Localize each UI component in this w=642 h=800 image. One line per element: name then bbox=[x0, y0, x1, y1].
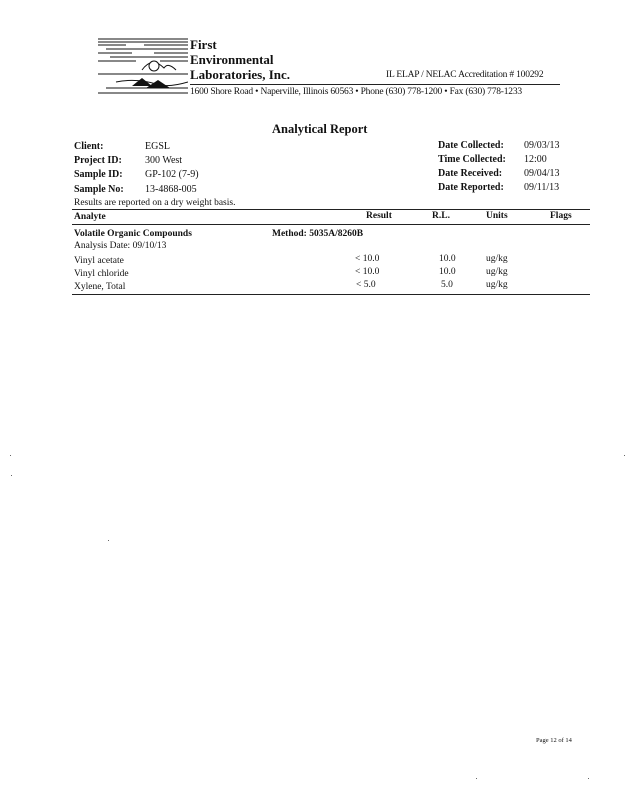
table-row-analyte: Vinyl acetate bbox=[74, 256, 124, 266]
company-name-line3: Laboratories, Inc. bbox=[190, 67, 291, 82]
col-header-rl: R.L. bbox=[432, 211, 450, 221]
col-header-units: Units bbox=[486, 211, 508, 221]
client-label: Client: bbox=[74, 141, 104, 152]
sample-id-value: GP-102 (7-9) bbox=[145, 169, 199, 180]
analysis-method: Method: 5035A/8260B bbox=[272, 229, 364, 239]
company-name-line1: First bbox=[190, 37, 217, 52]
client-value: EGSL bbox=[145, 141, 170, 152]
date-reported-label: Date Reported: bbox=[438, 182, 504, 193]
basis-note: Results are reported on a dry weight basis. bbox=[74, 198, 236, 208]
date-collected-value: 09/03/13 bbox=[524, 140, 560, 151]
project-id-label: Project ID: bbox=[74, 155, 122, 166]
analyte-group: Volatile Organic Compounds bbox=[74, 229, 192, 239]
table-row-analyte: Vinyl chloride bbox=[74, 269, 129, 279]
date-received-value: 09/04/13 bbox=[524, 168, 560, 179]
col-header-analyte: Analyte bbox=[74, 212, 106, 222]
table-row-result: < 5.0 bbox=[356, 280, 376, 290]
scan-speck bbox=[588, 778, 589, 779]
company-name-line2: Environmental bbox=[190, 52, 274, 67]
table-row-result: < 10.0 bbox=[355, 267, 380, 277]
time-collected-label: Time Collected: bbox=[438, 154, 506, 165]
table-row-units: ug/kg bbox=[486, 280, 508, 290]
col-header-result: Result bbox=[366, 211, 392, 221]
sample-no-value: 13-4868-005 bbox=[145, 184, 197, 195]
table-row-rl: 5.0 bbox=[441, 280, 453, 290]
date-received-label: Date Received: bbox=[438, 168, 503, 179]
table-row-analyte: Xylene, Total bbox=[74, 282, 126, 292]
accreditation: IL ELAP / NELAC Accreditation # 100292 bbox=[386, 70, 544, 80]
time-collected-value: 12:00 bbox=[524, 154, 547, 165]
sample-no-label: Sample No: bbox=[74, 184, 124, 195]
table-row-units: ug/kg bbox=[486, 254, 508, 264]
report-title: Analytical Report bbox=[272, 122, 368, 136]
scan-speck bbox=[11, 475, 12, 476]
company-logo bbox=[96, 36, 188, 100]
scan-speck bbox=[108, 540, 109, 541]
lab-address: 1600 Shore Road • Naperville, Illinois 60563 • Phone (630) 778-1200 • Fax (630) 778-1233 bbox=[190, 87, 522, 97]
project-id-value: 300 West bbox=[145, 155, 183, 166]
sample-id-label: Sample ID: bbox=[74, 169, 123, 180]
table-row-result: < 10.0 bbox=[355, 254, 380, 264]
analysis-date: Analysis Date: 09/10/13 bbox=[74, 241, 167, 251]
table-bottom-rule bbox=[72, 294, 590, 295]
table-row-rl: 10.0 bbox=[439, 254, 456, 264]
table-top-rule bbox=[72, 209, 590, 210]
table-header-rule bbox=[72, 224, 590, 225]
table-row-rl: 10.0 bbox=[439, 267, 456, 277]
table-row-units: ug/kg bbox=[486, 267, 508, 277]
scan-speck bbox=[476, 778, 477, 779]
scan-speck bbox=[10, 455, 11, 456]
date-collected-label: Date Collected: bbox=[438, 140, 504, 151]
col-header-flags: Flags bbox=[550, 211, 572, 221]
header-divider bbox=[190, 84, 560, 85]
date-reported-value: 09/11/13 bbox=[524, 182, 560, 193]
page-number: Page 12 of 14 bbox=[536, 737, 572, 744]
scan-speck bbox=[624, 455, 625, 456]
